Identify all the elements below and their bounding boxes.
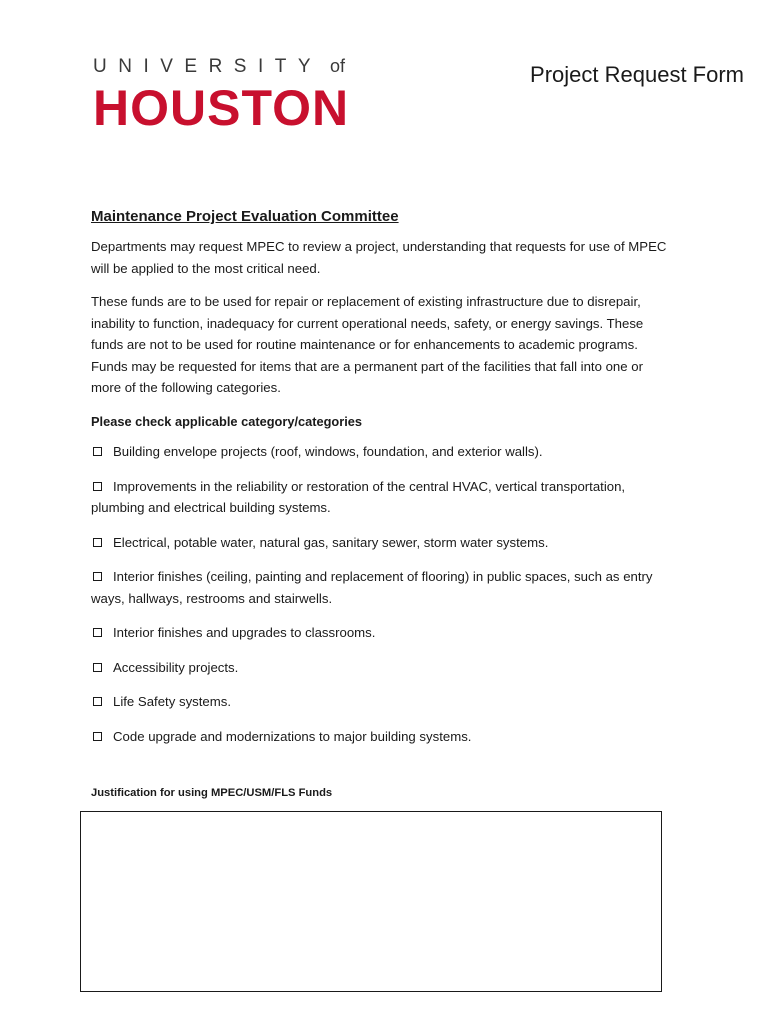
category-label: Code upgrade and modernizations to major building systems. — [113, 728, 472, 744]
form-content — [91, 207, 676, 760]
university-logo — [93, 56, 350, 136]
category-checkbox[interactable] — [93, 447, 102, 456]
category-label: Accessibility projects. — [113, 659, 239, 675]
category-item — [91, 566, 676, 609]
category-item — [91, 657, 676, 679]
category-label: Life Safety systems. — [113, 694, 231, 709]
category-item — [91, 622, 676, 644]
category-checkbox[interactable] — [93, 628, 102, 637]
justification-label: Justification for using MPEC/USM/FLS Funds — [91, 787, 333, 799]
category-label: Interior finishes (ceiling, painting and replacement of flooring) in public spaces, such as entry ways, hallways, restrooms and stairwells. — [91, 569, 653, 606]
category-item — [91, 476, 676, 519]
category-checkbox[interactable] — [93, 538, 102, 547]
category-checkbox[interactable] — [93, 482, 102, 491]
logo-houston-text: HOUSTON — [93, 80, 350, 136]
logo-university-text: UNIVERSITY of — [93, 56, 346, 77]
logo-of-text: of — [330, 56, 346, 76]
section-heading: Maintenance Project Evaluation Committee — [91, 208, 399, 225]
funds-paragraph: These funds are to be used for repair or replacement of existing infrastructure due to disrepair, inability to function, inadequacy for current operational needs, safety, or energy savings. These funds are not to be used for routine maintenance or for enhancements to academic programs. Funds may be requested for items that are a permanent part of the facilities that fall into one or more of the following categories. — [91, 294, 644, 395]
category-checkbox[interactable] — [93, 697, 102, 706]
category-item — [91, 441, 676, 463]
category-checkbox[interactable] — [93, 663, 102, 672]
justification-textbox[interactable] — [80, 811, 662, 992]
category-item — [91, 532, 676, 554]
category-label: Interior finishes and upgrades to classrooms. — [113, 625, 376, 640]
category-label: Electrical, potable water, natural gas, sanitary sewer, storm water systems. — [113, 534, 549, 550]
category-item — [91, 726, 676, 748]
intro-paragraph: Departments may request MPEC to review a project, understanding that requests for use of MPEC will be applied to the most critical need. — [91, 239, 667, 276]
category-label: Building envelope projects (roof, windows, foundation, and exterior walls). — [113, 444, 543, 459]
category-item — [91, 691, 676, 713]
check-categories-heading: Please check applicable category/categories — [91, 413, 363, 429]
category-checkbox[interactable] — [93, 732, 102, 741]
page-title: Project Request Form — [530, 62, 744, 87]
category-checkbox[interactable] — [93, 572, 102, 581]
category-label: Improvements in the reliability or restoration of the central HVAC, vertical transportation, plumbing and electrical building systems. — [91, 478, 626, 515]
